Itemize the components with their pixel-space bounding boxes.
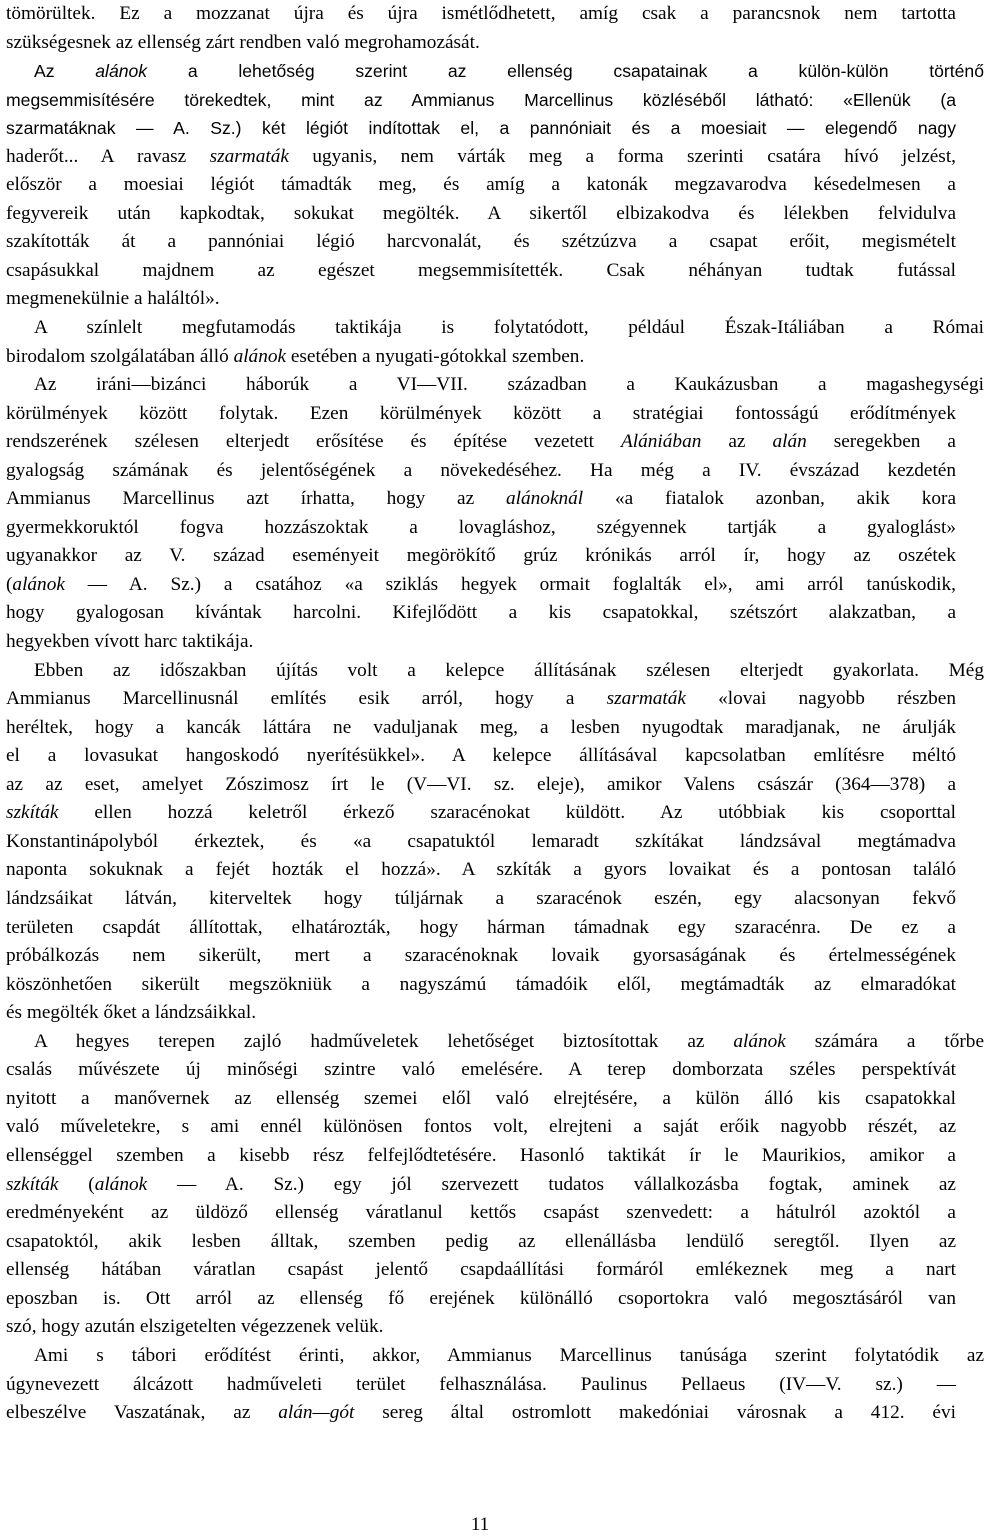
text-line: szarmatáknak — A. Sz.) két légiót indítottak el, a pannóniait és a moesiait — elegendő nagy (6, 118, 956, 138)
text-line: hogy gyalogosan kívántak harcolni. Kifejlődött a kis csapatokkal, szétszórt alakzatban, a (6, 602, 956, 623)
text-line: Ami s tábori erődítést érinti, akkor, Ammianus Marcellinus tanúsága szerint folytatódik az (34, 1345, 984, 1366)
text-line: ellenség hátában váratlan csapást jelentő csapdaállítási formáról emlékeznek meg a nart (6, 1259, 956, 1280)
text-line: Ebben az időszakban újítás volt a kelepce állításának szélesen elterjedt gyakorlata. Még (34, 660, 984, 681)
text-line: Az iráni—bizánci háborúk a VI—VII. században a Kaukázusban a magashegységi (34, 374, 984, 395)
text-line: A hegyes terepen zajló hadműveletek lehetőséget biztosítottak az alánok számára a tőrbe (34, 1031, 984, 1052)
text-line: gyalogság számának és jelentőségének a növekedéséhez. Ha még a IV. évszázad kezdetén (6, 460, 956, 481)
text-line: heréltek, hogy a kancák láttára ne vaduljanak meg, a lesben nyugodtak maradjanak, ne árulják (6, 717, 956, 738)
text-line: nyitott a manővernek az ellenség szemei elől való elrejtésére, a külön álló kis csapatokkal (6, 1088, 956, 1109)
text-line: naponta sokuknak a fejét hozták el hozzá». A szkíták a gyors lovaikat és a pontosan találó (6, 859, 956, 880)
text-line: megsemmisítésére törekedtek, mint az Ammianus Marcellinus közléséből látható: «Ellenük (a (6, 90, 956, 110)
text-line: szükségesnek az ellenség zárt rendben való megrohamozását. (6, 32, 480, 53)
text-line: gyermekkoruktól fogva hozzászoktak a lovagláshoz, szégyennek tartják a gyaloglást» (6, 517, 956, 538)
text-line: először a moesiai légiót támadták meg, és amíg a katonák megzavarodva késedelmesen a (6, 174, 956, 195)
text-line: csapatoktól, akik lesben álltak, szemben pedig az ellenállásba lendülő seregtől. Ilyen az (6, 1231, 956, 1252)
text-line: szó, hogy azután elszigetelten végezzenek velük. (6, 1316, 384, 1337)
text-line: szkíták ellen hozzá keletről érkező szaracénokat küldött. Az utóbbiak kis csoporttal (6, 802, 956, 823)
text-line: Az alánok a lehetőség szerint az ellenség csapatainak a külön-külön történő (34, 61, 984, 81)
text-line: hegyekben vívott harc taktikája. (6, 631, 254, 652)
text-line: ellenséggel szemben a kisebb rész felfejlődtetésére. Hasonló taktikát ír le Maurikios, amikor a (6, 1145, 956, 1166)
text-line: eposzban is. Ott arról az ellenség fő erejének különálló csoportokra való megosztásáról van (6, 1288, 956, 1309)
text-line: rendszerének szélesen elterjedt erősítése és építése vezetett Alániában az alán seregekben a (6, 431, 956, 452)
text-line: szkíták (alánok — A. Sz.) egy jól szervezett tudatos vállalkozásba fogtak, aminek az (6, 1174, 956, 1195)
text-line: való műveletekre, s ami ennél különösen fontos volt, elrejteni a saját erőik nagyobb részét, az (6, 1116, 956, 1137)
text-line: szakították át a pannóniai légió harcvonalát, és szétzúzva a csapat erőit, megismételt (6, 231, 956, 252)
text-line: tömörültek. Ez a mozzanat újra és újra ismétlődhetett, amíg csak a parancsnok nem tartotta (6, 3, 956, 24)
text-line: eredményeként az üldöző ellenség váratlanul kettős csapást szenvedett: a hátulról azoktól a (6, 1202, 956, 1223)
text-line: úgynevezett álcázott hadműveleti terület felhasználása. Paulinus Pellaeus (IV—V. sz.) — (6, 1374, 956, 1395)
text-line: körülmények között folytak. Ezen körülmények között a stratégiai fontosságú erődítmények (6, 403, 956, 424)
text-line: csapásukkal majdnem az egészet megsemmisítették. Csak néhányan tudtak futással (6, 260, 956, 281)
text-line: el a lovasukat hangoskodó nyerítésükkel». A kelepce állításával kapcsolatban említésre méltó (6, 745, 956, 766)
page-number: 11 (470, 1514, 490, 1535)
text-line: és megölték őket a lándzsáikkal. (6, 1002, 257, 1023)
text-line: köszönhetően sikerült megszökniük a nagyszámú támadóik elől, megtámadták az elmaradókat (6, 974, 956, 995)
text-line: az az eset, amelyet Zószimosz írt le (V—VI. sz. eleje), amikor Valens császár (364—378) a (6, 774, 956, 795)
text-line: próbálkozás nem sikerült, mert a szaracénoknak lovaik gyorsaságának és értelmességének (6, 945, 956, 966)
text-line: Ammianus Marcellinus azt írhatta, hogy az alánoknál «a fiatalok azonban, akik kora (6, 488, 957, 509)
text-line: birodalom szolgálatában álló alánok esetében a nyugati-gótokkal szemben. (6, 346, 585, 367)
text-line: területen csapdát állítottak, elhatározták, hogy hárman támadnak egy szaracénra. De ez a (6, 917, 956, 938)
text-line: Ammianus Marcellinusnál említés esik arról, hogy a szarmaták «lovai nagyobb részben (6, 688, 956, 709)
text-line: ugyanakkor az V. század eseményeit megörökítő grúz krónikás arról ír, hogy az oszétek (6, 545, 956, 566)
text-line: (alánok — A. Sz.) a csatához «a sziklás hegyek ormait foglalták el», ami arról tanúskodik, (6, 574, 956, 595)
text-line: csalás művészete új minőségi szintre való emelésére. A terep domborzata széles perspektívát (6, 1059, 956, 1080)
text-line: megmenekülnie a haláltól». (6, 288, 220, 309)
text-line: A színlelt megfutamodás taktikája is folytatódott, például Észak-Itáliában a Római (34, 317, 984, 338)
text-line: elbeszélve Vaszatának, az alán—gót sereg által ostromlott makedóniai városnak a 412. évi (6, 1402, 956, 1423)
text-line: Konstantinápolyból érkeztek, és «a csapatuktól lemaradt szkítákat lándzsával megtámadva (6, 831, 956, 852)
text-line: lándzsáikat látván, kiterveltek hogy túljárnak a szaracénok eszén, egy alacsonyan fekvő (6, 888, 956, 909)
text-line: haderőt... A ravasz szarmaták ugyanis, nem várták meg a forma szerinti csatára hívó jelzést, (6, 146, 956, 167)
text-line: fegyvereik után kapkodtak, sokukat megölték. A sikertől elbizakodva és lélekben felvidulva (6, 203, 956, 224)
